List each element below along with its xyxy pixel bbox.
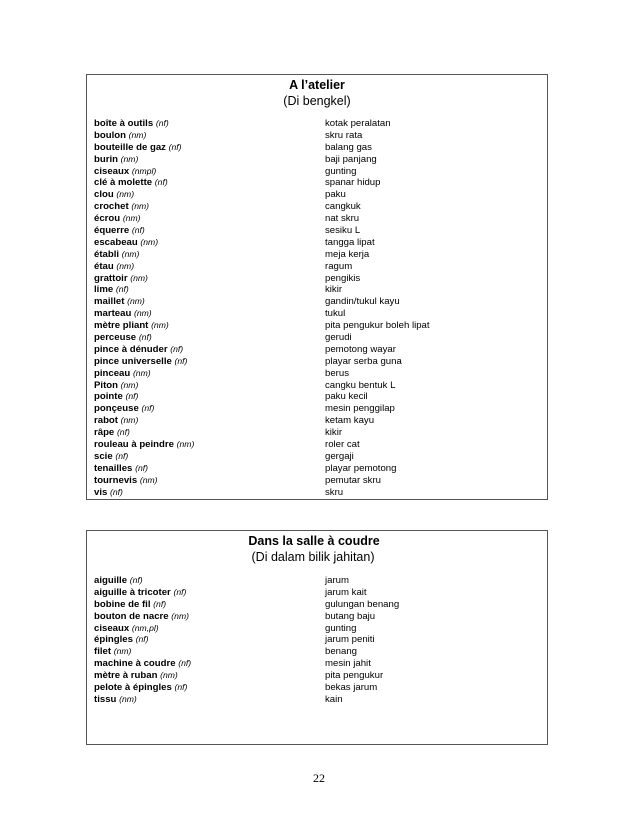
malay-translation: gulungan benang — [325, 598, 400, 610]
vocabulary-row — [87, 451, 547, 463]
malay-translation: gergaji — [325, 450, 354, 462]
malay-translation: skru — [325, 486, 344, 498]
french-entry — [94, 646, 131, 658]
gender-tag: (nm) — [140, 236, 159, 247]
french-entry — [94, 201, 149, 213]
vocabulary-row — [87, 320, 547, 332]
french-entry — [94, 451, 128, 463]
malay-translation: skru rata — [325, 129, 363, 141]
french-term: râpe — [94, 427, 115, 439]
french-term: ponçeuse — [94, 403, 139, 415]
french-term: clou — [94, 189, 114, 201]
gender-tag: (nf) — [153, 598, 167, 609]
malay-translation: baji panjang — [325, 153, 377, 165]
french-entry — [94, 611, 189, 623]
french-term: burin — [94, 153, 118, 165]
gender-tag: (nf) — [115, 450, 129, 461]
french-entry — [94, 575, 143, 587]
french-term: machine à coudre — [94, 658, 176, 670]
malay-translation: mesin penggilap — [325, 403, 395, 415]
french-entry — [94, 261, 134, 273]
gender-tag: (nf) — [135, 462, 148, 473]
gender-tag: (nf) — [168, 141, 182, 152]
malay-translation: kain — [325, 693, 343, 705]
gender-tag: (nm) — [119, 693, 137, 704]
french-entry — [94, 154, 138, 166]
gender-tag: (nf) — [173, 586, 187, 597]
french-entry — [94, 189, 134, 201]
gender-tag: (nf) — [125, 391, 139, 402]
malay-translation: gandin/tukul kayu — [325, 296, 400, 308]
french-term: bouteille de gaz — [94, 141, 166, 153]
malay-translation: jarum peniti — [325, 634, 375, 646]
vocabulary-list — [87, 118, 547, 499]
workshop-vocabulary-box — [86, 74, 548, 500]
gender-tag: (nm) — [120, 415, 139, 426]
french-entry — [94, 177, 168, 189]
french-entry — [94, 682, 187, 694]
gender-tag: (nm) — [139, 474, 158, 485]
vocabulary-row — [87, 225, 547, 237]
vocabulary-row — [87, 118, 547, 130]
malay-translation: gunting — [325, 165, 357, 177]
vocabulary-row — [87, 356, 547, 368]
vocabulary-row — [87, 487, 547, 499]
vocabulary-row — [87, 587, 547, 599]
malay-translation: gunting — [325, 622, 357, 634]
gender-tag: (nf) — [115, 284, 129, 295]
french-entry — [94, 166, 156, 178]
french-term: ciseaux — [94, 622, 130, 634]
french-entry — [94, 380, 138, 392]
malay-translation: jarum — [325, 575, 349, 586]
malay-translation: jarum kait — [325, 586, 367, 598]
french-entry — [94, 463, 148, 475]
malay-translation: sesiku L — [325, 225, 361, 237]
gender-tag: (nf) — [154, 177, 168, 188]
malay-translation: playar serba guna — [325, 355, 402, 367]
vocabulary-row — [87, 599, 547, 611]
vocabulary-row — [87, 646, 547, 658]
vocabulary-row — [87, 130, 547, 142]
vocabulary-row — [87, 670, 547, 682]
french-term: pelote à épingles — [94, 682, 172, 694]
french-entry — [94, 225, 145, 237]
vocabulary-list — [87, 575, 547, 706]
vocabulary-row — [87, 166, 547, 178]
french-term: pince universelle — [94, 355, 172, 367]
french-entry — [94, 368, 151, 380]
malay-translation: paku kecil — [325, 391, 368, 403]
gender-tag: (nf) — [135, 634, 149, 645]
malay-translation: tangga lipat — [325, 236, 375, 248]
french-term: tenailles — [94, 462, 133, 474]
vocabulary-row — [87, 308, 547, 320]
french-entry — [94, 118, 169, 130]
gender-tag: (nf) — [129, 575, 143, 585]
vocabulary-row — [87, 344, 547, 356]
french-entry — [94, 427, 130, 439]
french-entry — [94, 344, 183, 356]
vocabulary-row — [87, 391, 547, 403]
french-term: tissu — [94, 693, 117, 705]
gender-tag: (nmpl) — [131, 165, 157, 176]
gender-tag: (nm) — [171, 610, 189, 621]
vocabulary-row — [87, 611, 547, 623]
malay-translation: cangku bentuk L — [325, 379, 396, 391]
french-entry — [94, 142, 182, 154]
vocabulary-row — [87, 284, 547, 296]
vocabulary-row — [87, 237, 547, 249]
malay-translation: ketam kayu — [325, 415, 375, 427]
french-entry — [94, 213, 140, 225]
french-term: Piton — [94, 379, 118, 391]
malay-translation: mesin jahit — [325, 658, 371, 670]
vocabulary-row — [87, 634, 547, 646]
french-term: pince à dénuder — [94, 343, 168, 355]
french-entry — [94, 403, 154, 415]
gender-tag: (nm) — [130, 272, 148, 283]
vocabulary-row — [87, 142, 547, 154]
malay-translation: kikir — [325, 284, 343, 296]
french-term: équerre — [94, 225, 130, 237]
malay-translation: benang — [325, 646, 358, 658]
gender-tag: (nf) — [178, 658, 192, 669]
gender-tag: (nm) — [113, 646, 132, 657]
malay-translation: cangkuk — [325, 201, 361, 213]
french-term: bouton de nacre — [94, 610, 169, 622]
french-term: clé à molette — [94, 177, 153, 189]
gender-tag: (nm) — [127, 296, 145, 307]
malay-translation: playar pemotong — [325, 462, 397, 474]
malay-translation: pemotong wayar — [325, 343, 396, 355]
french-term: écrou — [94, 213, 121, 225]
french-entry — [94, 634, 148, 646]
section-subtitle: (Di dalam bilik jahitan) — [251, 550, 375, 564]
vocabulary-row — [87, 694, 547, 706]
gender-tag: (nm) — [160, 670, 178, 681]
vocabulary-row — [87, 623, 547, 635]
vocabulary-row — [87, 463, 547, 475]
vocabulary-row — [87, 273, 547, 285]
gender-tag: (nm) — [116, 189, 135, 200]
french-term: établi — [94, 248, 120, 260]
gender-tag: (nm) — [176, 439, 195, 450]
vocabulary-row — [87, 575, 547, 587]
french-entry — [94, 332, 152, 344]
french-entry — [94, 284, 129, 296]
french-entry — [94, 487, 123, 499]
french-term: marteau — [94, 308, 132, 320]
french-term: crochet — [94, 201, 129, 213]
malay-translation: nat skru — [325, 213, 360, 225]
malay-translation: pemutar skru — [325, 474, 381, 486]
french-term: pointe — [94, 391, 123, 403]
french-term: lime — [94, 284, 114, 296]
vocabulary-row — [87, 427, 547, 439]
section-subtitle: (Di bengkel) — [283, 94, 351, 108]
gender-tag: (nf) — [174, 682, 188, 693]
vocabulary-row — [87, 296, 547, 308]
vocabulary-row — [87, 261, 547, 273]
gender-tag: (nf) — [141, 403, 155, 414]
gender-tag: (nm) — [134, 308, 152, 319]
french-term: mètre à ruban — [94, 670, 158, 682]
french-entry — [94, 308, 152, 320]
sewing-room-vocabulary-box — [86, 530, 548, 745]
vocabulary-row — [87, 475, 547, 487]
vocabulary-row — [87, 249, 547, 261]
french-term: mètre pliant — [94, 320, 149, 332]
french-entry — [94, 415, 138, 427]
vocabulary-row — [87, 658, 547, 670]
french-entry — [94, 694, 137, 706]
malay-translation: gerudi — [325, 332, 352, 344]
section-title: Dans la salle à coudre — [248, 534, 380, 548]
gender-tag: (nf) — [131, 225, 145, 236]
french-term: filet — [94, 646, 112, 658]
french-term: escabeau — [94, 236, 138, 248]
vocabulary-row — [87, 682, 547, 694]
french-entry — [94, 320, 169, 332]
gender-tag: (nf) — [138, 332, 152, 343]
french-term: aiguille à tricoter — [94, 586, 171, 598]
french-term: perceuse — [94, 332, 137, 344]
vocabulary-row — [87, 415, 547, 427]
gender-tag: (nm) — [151, 320, 169, 331]
malay-translation: spanar hidup — [325, 177, 381, 189]
gender-tag: (nm) — [131, 201, 149, 212]
vocabulary-row — [87, 380, 547, 392]
french-entry — [94, 587, 186, 599]
vocabulary-row — [87, 177, 547, 189]
french-entry — [94, 658, 191, 670]
french-term: maillet — [94, 296, 125, 308]
french-term: aiguille — [94, 575, 128, 586]
malay-translation: berus — [325, 367, 349, 379]
french-entry — [94, 237, 158, 249]
vocabulary-row — [87, 368, 547, 380]
french-entry — [94, 296, 145, 308]
malay-translation: balang gas — [325, 141, 372, 153]
malay-translation: bekas jarum — [325, 682, 378, 694]
french-term: pinceau — [94, 367, 131, 379]
french-entry — [94, 249, 139, 261]
gender-tag: (nf) — [110, 486, 123, 497]
gender-tag: (nf) — [155, 118, 169, 128]
french-entry — [94, 356, 187, 368]
french-entry — [94, 439, 194, 451]
french-term: rouleau à peindre — [94, 439, 174, 451]
malay-translation: kikir — [325, 427, 343, 439]
french-term: bobine de fil — [94, 598, 151, 610]
vocabulary-row — [87, 154, 547, 166]
french-term: boîte à outils — [94, 118, 154, 129]
malay-translation: ragum — [325, 260, 353, 272]
malay-translation: pita pengukur boleh lipat — [325, 320, 430, 332]
malay-translation: pita pengukur — [325, 670, 384, 682]
french-term: vis — [94, 486, 108, 498]
gender-tag: (nm) — [120, 379, 139, 390]
malay-translation: pengikis — [325, 272, 361, 284]
gender-tag: (nf) — [116, 427, 130, 438]
gender-tag: (nm,pl) — [131, 622, 159, 633]
vocabulary-row — [87, 201, 547, 213]
french-term: étau — [94, 260, 114, 272]
malay-translation: paku — [325, 189, 346, 201]
malay-translation: tukul — [325, 308, 346, 320]
gender-tag: (nm) — [120, 153, 139, 164]
vocabulary-row — [87, 213, 547, 225]
page-number: 22 — [313, 771, 325, 785]
gender-tag: (nm) — [128, 129, 147, 140]
french-term: boulon — [94, 129, 126, 141]
section-title: A l’atelier — [289, 78, 345, 92]
malay-translation: meja kerja — [325, 248, 370, 260]
french-entry — [94, 623, 159, 635]
malay-translation: kotak peralatan — [325, 118, 391, 129]
gender-tag: (nm) — [122, 213, 141, 224]
french-entry — [94, 273, 148, 285]
french-entry — [94, 130, 146, 142]
french-term: rabot — [94, 415, 118, 427]
french-term: grattoir — [94, 272, 128, 284]
french-entry — [94, 475, 158, 487]
french-term: scie — [94, 450, 113, 462]
french-term: épingles — [94, 634, 133, 646]
french-term: ciseaux — [94, 165, 130, 177]
gender-tag: (nm) — [116, 260, 135, 271]
french-entry — [94, 599, 166, 611]
malay-translation: roler cat — [325, 439, 360, 451]
malay-translation: butang baju — [325, 610, 376, 622]
french-entry — [94, 670, 178, 682]
gender-tag: (nf) — [170, 343, 184, 354]
french-entry — [94, 391, 138, 403]
vocabulary-row — [87, 189, 547, 201]
gender-tag: (nm) — [121, 248, 140, 259]
vocabulary-row — [87, 332, 547, 344]
vocabulary-row — [87, 439, 547, 451]
french-term: tournevis — [94, 474, 138, 486]
gender-tag: (nm) — [132, 367, 151, 378]
gender-tag: (nf) — [174, 355, 188, 366]
vocabulary-row — [87, 403, 547, 415]
